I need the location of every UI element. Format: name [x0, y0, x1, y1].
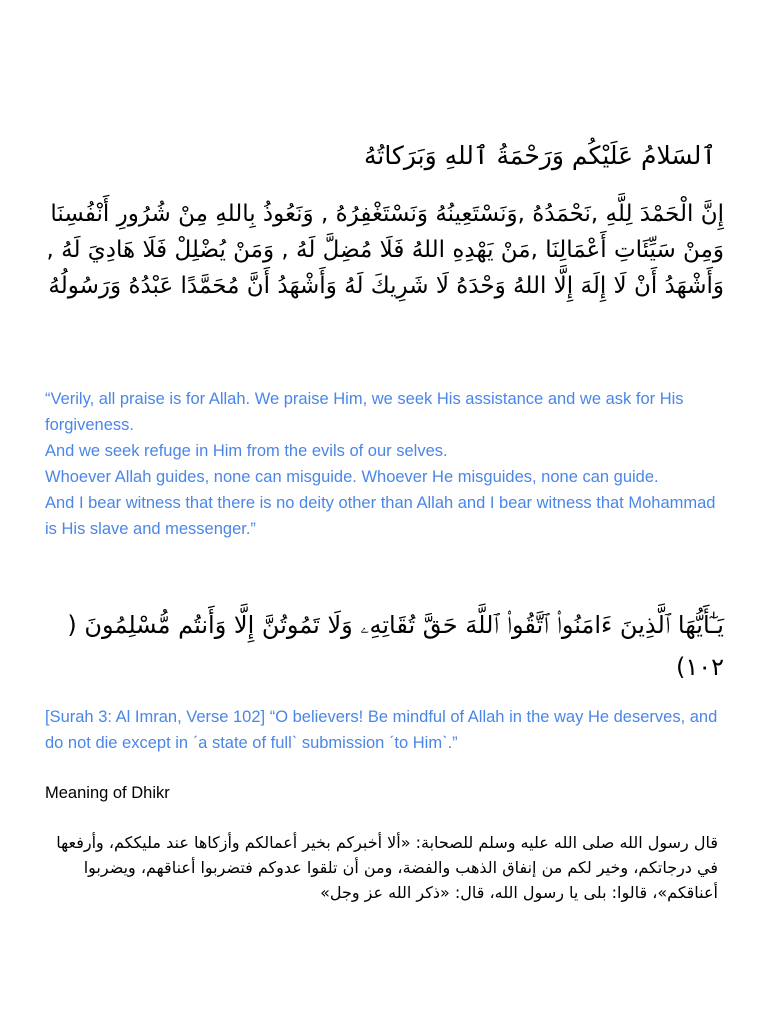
verse-translation: [Surah 3: Al Imran, Verse 102] “O believers! Be mindful of Allah in the way He deserves, and do not die except in ˊa state of fullˋ submission ˊto Himˋ.” — [45, 708, 718, 752]
hadith-arabic: قال رسول الله صلى الله عليه وسلم للصحابة: «ألا أخبركم بخير أعمالكم وأزكاها عند مليككم، وأرفعها في درجاتكم، وخير لكم من إنفاق الذهب والفضة، ومن أن تلقوا عدوكم فتضربوا أعناقهم، ويضربوا أعناقكم»، قالوا: بلى يا رسول الله، قال: «ذكر الله عز وجل» — [56, 833, 718, 902]
quran-verse-arabic: يَـٰٓأَيُّهَا ٱلَّذِينَ ءَامَنُوا۟ ٱتَّقُوا۟ ٱللَّهَ حَقَّ تُقَاتِهِۦ وَلَا تَمُوتُنَّ إِلَّا وَأَنتُم مُّسْلِمُونَ ( ١٠٢) — [67, 611, 724, 681]
translation-line: Whoever Allah guides, none can misguide. Whoever He misguides, none can guide. — [45, 468, 659, 486]
translation-line: And we seek refuge in Him from the evils of our selves. — [45, 442, 448, 460]
khutbah-translation — [45, 386, 725, 542]
translation-line: “Verily, all praise is for Allah. We praise Him, we seek His assistance and we ask for His forgiveness. — [45, 390, 684, 434]
translation-line: And I bear witness that there is no deity other than Allah and I bear witness that Mohammad is His slave and messenger.” — [45, 494, 716, 538]
section-heading: Meaning of Dhikr — [45, 784, 170, 802]
khutbah-opening-arabic: إِنَّ الْحَمْدَ لِلَّهِ ,نَحْمَدُهُ ,وَنَسْتَعِينُهُ وَنَسْتَغْفِرُهُ , وَنَعُوذُ بِاللهِ مِنْ شُرُورِ أَنْفُسِنَا وَمِنْ سَيِّئَاتِ أَعْمَالِنَا ,مَنْ يَهْدِهِ اللهُ فَلَا مُضِلَّ لَهُ , وَمَنْ يُضْلِلْ فَلَا هَادِيَ لَهُ , وَأَشْهَدُ أَنْ لَا إِلَهَ إِلَّا اللهُ وَحْدَهُ لَا شَرِيكَ لَهُ وَأَشْهَدُ أَنَّ مُحَمَّدًا عَبْدُهُ وَرَسُولُهُ — [46, 201, 724, 299]
arabic-greeting: ٱلسَلامُ عَلَيْكُم وَرَحْمَةُ ٱللهِ وَبَرَكاتُهُ — [363, 141, 716, 170]
